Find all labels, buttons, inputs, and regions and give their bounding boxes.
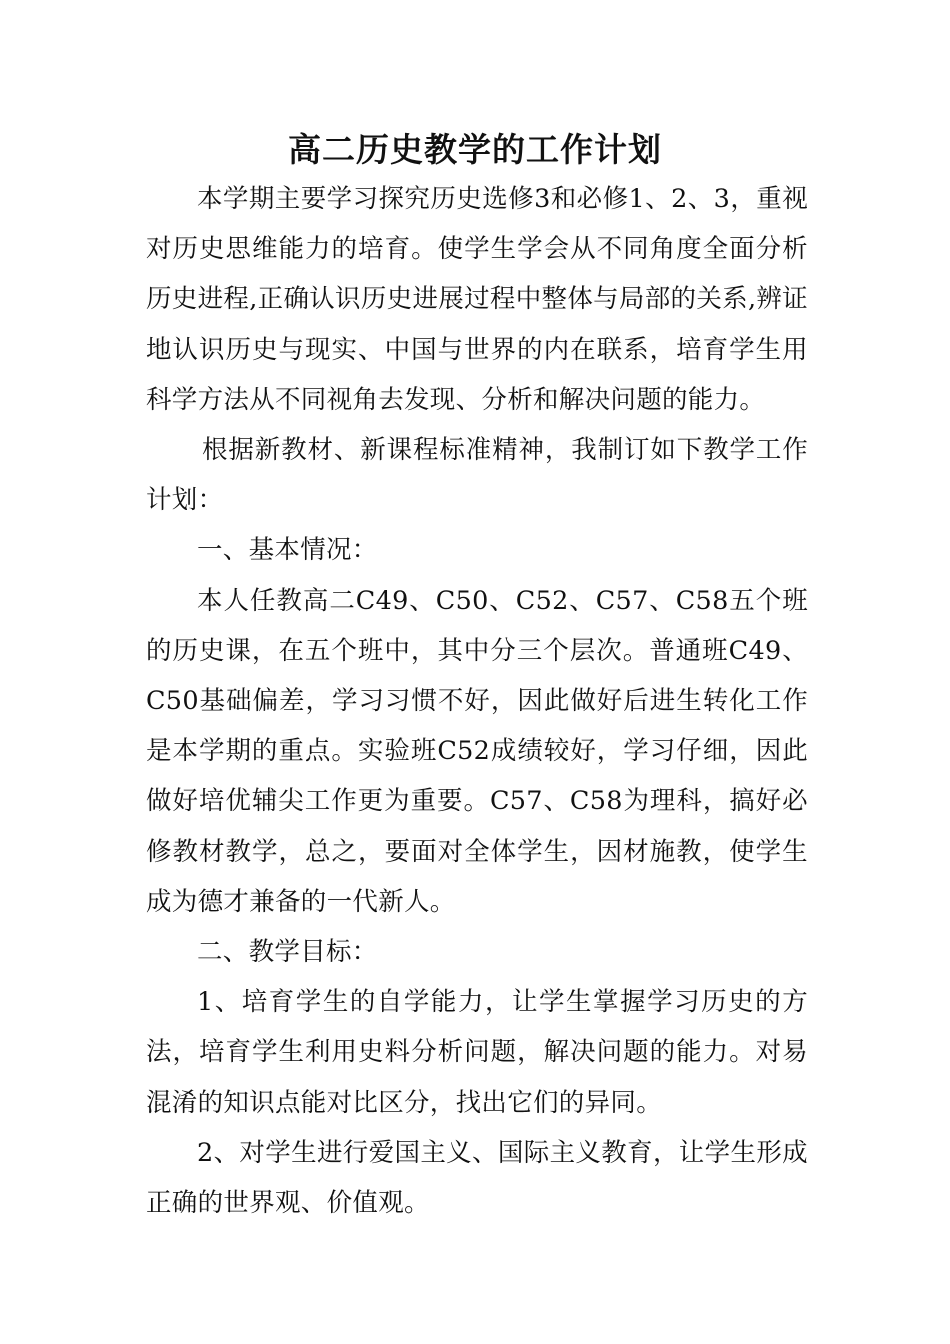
- document-title: 高二历史教学的工作计划: [288, 130, 662, 169]
- paragraph-basic-situation: 本人任教高二C49、C50、C52、C57、C58五个班的历史课，在五个班中，其中分三个层次。普通班C49、C50基础偏差，学习习惯不好，因此做好后进生转化工作是本学期的重点。实验班C52成绩较好，学习仔细，因此做好培优辅尖工作更为重要。C57、C58为理科，搞好必修教材教学，总之，要面对全体学生，因材施教，使学生成为德才兼备的一代新人。: [146, 585, 808, 917]
- heading-basic-situation: 一、基本情况：: [197, 535, 378, 566]
- paragraph-goal-2: 2、对学生进行爱国主义、国际主义教育，让学生形成正确的世界观、价值观。: [146, 1137, 808, 1219]
- paragraph-intro: 本学期主要学习探究历史选修3和必修1、2、3，重视对历史思维能力的培育。使学生学会从不同角度全面分析历史进程,正确认识历史进展过程中整体与局部的关系,辨证地认识历史与现实、中国与世界的内在联系，培育学生用科学方法从不同视角去发现、分析和解决问题的能力。: [146, 184, 808, 415]
- paragraph-goal-1: 1、培育学生的自学能力，让学生掌握学习历史的方法，培育学生利用史料分析问题，解决问题的能力。对易混淆的知识点能对比区分，找出它们的异同。: [146, 987, 808, 1118]
- paragraph-plan-basis: 根据新教材、新课程标准精神，我制订如下教学工作计划：: [146, 435, 808, 516]
- heading-teaching-goals: 二、教学目标：: [197, 937, 378, 968]
- document-body: [146, 174, 808, 1228]
